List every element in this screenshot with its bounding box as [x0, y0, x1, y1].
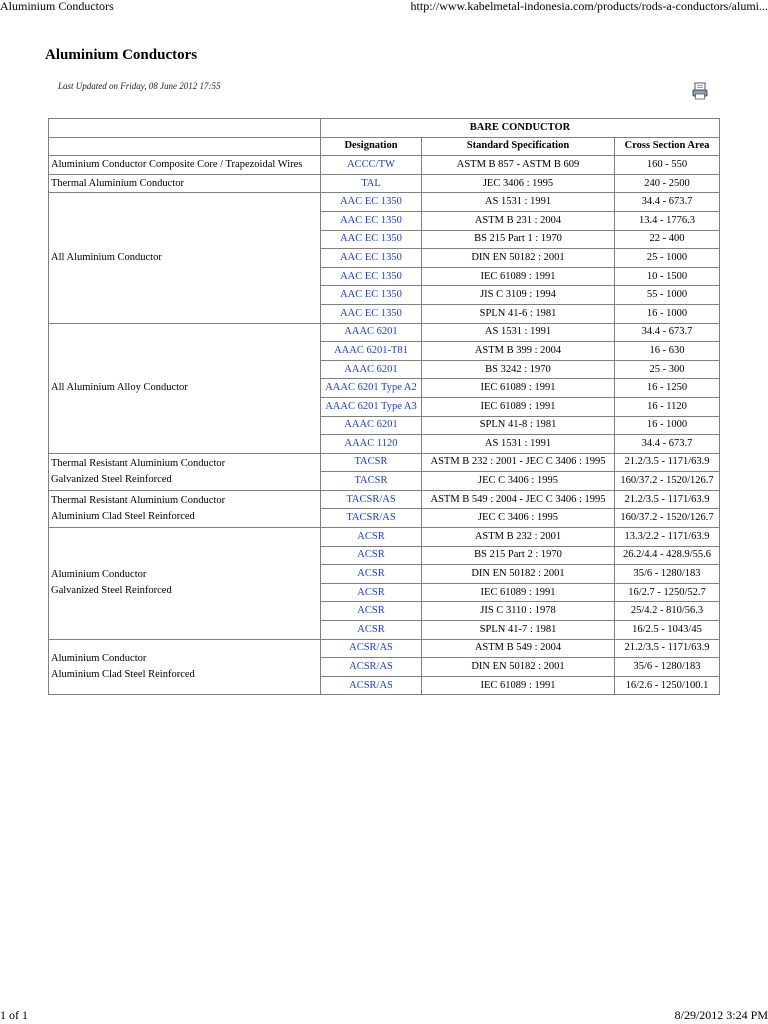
- standard-spec: ASTM B 549 : 2004 - JEC C 3406 : 1995: [422, 490, 615, 509]
- product-name: [49, 193, 321, 323]
- standard-spec: ASTM B 232 : 2001: [422, 528, 615, 547]
- designation-link[interactable]: ACSR: [321, 565, 422, 584]
- standard-spec: AS 1531 : 1991: [422, 435, 615, 454]
- cross-section-area: 25 - 300: [615, 360, 720, 379]
- standard-spec: AS 1531 : 1991: [422, 323, 615, 342]
- cross-section-area: 34.4 - 673.7: [615, 435, 720, 454]
- cross-section-area: 26.2/4.4 - 428.9/55.6: [615, 546, 720, 565]
- standard-spec: IEC 61089 : 1991: [422, 583, 615, 602]
- product-name-line: Aluminium Clad Steel Reinforced: [51, 669, 195, 681]
- product-name: [49, 156, 321, 175]
- cross-section-area: 21.2/3.5 - 1171/63.9: [615, 639, 720, 658]
- standard-spec: ASTM B 399 : 2004: [422, 342, 615, 361]
- standard-spec: BS 215 Part 1 : 1970: [422, 230, 615, 249]
- print-icon[interactable]: [692, 82, 708, 100]
- cross-section-area: 21.2/3.5 - 1171/63.9: [615, 453, 720, 472]
- print-timestamp: 8/29/2012 3:24 PM: [674, 1008, 768, 1022]
- designation-link[interactable]: AAC EC 1350: [321, 211, 422, 230]
- designation-link[interactable]: AAC EC 1350: [321, 267, 422, 286]
- designation-link[interactable]: TACSR/AS: [321, 509, 422, 528]
- product-name-line: Thermal Resistant Aluminium Conductor: [51, 457, 226, 469]
- cross-section-area: 35/6 - 1280/183: [615, 658, 720, 677]
- product-name-line: Aluminium Conductor Composite Core / Trapezoidal Wires: [51, 158, 303, 170]
- designation-link[interactable]: ACSR/AS: [321, 676, 422, 695]
- designation-link[interactable]: TACSR: [321, 472, 422, 491]
- standard-spec: DIN EN 50182 : 2001: [422, 565, 615, 584]
- cross-section-area: 16 - 630: [615, 342, 720, 361]
- product-name-line: Galvanized Steel Reinforced: [51, 585, 172, 597]
- designation-link[interactable]: AAAC 6201 Type A3: [321, 397, 422, 416]
- product-name: [49, 323, 321, 453]
- product-name-line: Thermal Aluminium Conductor: [51, 177, 184, 189]
- cross-section-area: 16 - 1000: [615, 416, 720, 435]
- cross-section-area: 25/4.2 - 810/56.3: [615, 602, 720, 621]
- table-row: [49, 639, 720, 658]
- cross-section-area: 16 - 1250: [615, 379, 720, 398]
- column-header: Designation: [321, 137, 422, 156]
- product-name-line: Aluminium Conductor: [51, 653, 147, 665]
- column-header: Cross Section Area: [615, 137, 720, 156]
- standard-spec: BS 215 Part 2 : 1970: [422, 546, 615, 565]
- standard-spec: JIS C 3109 : 1994: [422, 286, 615, 305]
- designation-link[interactable]: TAL: [321, 174, 422, 193]
- bare-conductor-table: [48, 118, 720, 695]
- cross-section-area: 16 - 1000: [615, 304, 720, 323]
- designation-link[interactable]: AAC EC 1350: [321, 286, 422, 305]
- table-row: [49, 528, 720, 547]
- designation-link[interactable]: ACSR: [321, 583, 422, 602]
- table-row: [49, 156, 720, 175]
- cross-section-area: 55 - 1000: [615, 286, 720, 305]
- cross-section-area: 16/2.7 - 1250/52.7: [615, 583, 720, 602]
- cross-section-area: 160/37.2 - 1520/126.7: [615, 509, 720, 528]
- cross-section-area: 240 - 2500: [615, 174, 720, 193]
- cross-section-area: 160 - 550: [615, 156, 720, 175]
- designation-link[interactable]: AAC EC 1350: [321, 249, 422, 268]
- designation-link[interactable]: ACSR: [321, 546, 422, 565]
- table-row: [49, 174, 720, 193]
- standard-spec: JEC 3406 : 1995: [422, 174, 615, 193]
- standard-spec: ASTM B 857 - ASTM B 609: [422, 156, 615, 175]
- designation-link[interactable]: TACSR: [321, 453, 422, 472]
- cross-section-area: 13.3/2.2 - 1171/63.9: [615, 528, 720, 547]
- product-name: [49, 453, 321, 490]
- designation-link[interactable]: AAC EC 1350: [321, 230, 422, 249]
- product-name: [49, 490, 321, 527]
- table-row: [49, 490, 720, 509]
- cross-section-area: 25 - 1000: [615, 249, 720, 268]
- cross-section-area: 16/2.6 - 1250/100.1: [615, 676, 720, 695]
- standard-spec: AS 1531 : 1991: [422, 193, 615, 212]
- cross-section-area: 34.4 - 673.7: [615, 193, 720, 212]
- standard-spec: JEC C 3406 : 1995: [422, 472, 615, 491]
- column-header: Standard Specification: [422, 137, 615, 156]
- table-caption: BARE CONDUCTOR: [321, 119, 720, 138]
- designation-link[interactable]: AAAC 6201: [321, 323, 422, 342]
- designation-link[interactable]: ACSR/AS: [321, 658, 422, 677]
- standard-spec: ASTM B 549 : 2004: [422, 639, 615, 658]
- product-name-line: Aluminium Conductor: [51, 569, 147, 581]
- cross-section-area: 21.2/3.5 - 1171/63.9: [615, 490, 720, 509]
- page-count: 1 of 1: [0, 1008, 28, 1022]
- product-name: [49, 528, 321, 640]
- cross-section-area: 160/37.2 - 1520/126.7: [615, 472, 720, 491]
- standard-spec: SPLN 41-8 : 1981: [422, 416, 615, 435]
- cross-section-area: 10 - 1500: [615, 267, 720, 286]
- designation-link[interactable]: AAC EC 1350: [321, 193, 422, 212]
- standard-spec: IEC 61089 : 1991: [422, 676, 615, 695]
- product-name-line: All Aluminium Conductor: [51, 251, 162, 263]
- designation-link[interactable]: AAAC 6201: [321, 416, 422, 435]
- table-row: [49, 193, 720, 212]
- designation-link[interactable]: AAAC 6201-T81: [321, 342, 422, 361]
- cross-section-area: 16 - 1120: [615, 397, 720, 416]
- print-header-url: http://www.kabelmetal-indonesia.com/products/rods-a-conductors/alumi...: [410, 0, 768, 13]
- designation-link[interactable]: ACSR: [321, 602, 422, 621]
- standard-spec: SPLN 41-7 : 1981: [422, 621, 615, 640]
- designation-link[interactable]: TACSR/AS: [321, 490, 422, 509]
- caption-row: [49, 119, 720, 138]
- standard-spec: JEC C 3406 : 1995: [422, 509, 615, 528]
- designation-link[interactable]: AAAC 1120: [321, 435, 422, 454]
- print-header-title: Aluminium Conductors: [0, 0, 114, 13]
- page-title: Aluminium Conductors: [45, 47, 198, 63]
- table-row: [49, 453, 720, 472]
- column-header-row: [49, 137, 720, 156]
- product-name-line: All Aluminium Alloy Conductor: [51, 382, 188, 394]
- designation-link[interactable]: ACSR/AS: [321, 639, 422, 658]
- standard-spec: DIN EN 50182 : 2001: [422, 249, 615, 268]
- product-name-line: Thermal Resistant Aluminium Conductor: [51, 494, 226, 506]
- standard-spec: IEC 61089 : 1991: [422, 267, 615, 286]
- standard-spec: ASTM B 232 : 2001 - JEC C 3406 : 1995: [422, 453, 615, 472]
- standard-spec: IEC 61089 : 1991: [422, 379, 615, 398]
- designation-link[interactable]: ACSR: [321, 621, 422, 640]
- standard-spec: ASTM B 231 : 2004: [422, 211, 615, 230]
- cross-section-area: 22 - 400: [615, 230, 720, 249]
- standard-spec: JIS C 3110 : 1978: [422, 602, 615, 621]
- product-name-line: Galvanized Steel Reinforced: [51, 473, 172, 485]
- product-name: [49, 174, 321, 193]
- standard-spec: DIN EN 50182 : 2001: [422, 658, 615, 677]
- designation-link[interactable]: ACCC/TW: [321, 156, 422, 175]
- cross-section-area: 34.4 - 673.7: [615, 323, 720, 342]
- designation-link[interactable]: AAAC 6201: [321, 360, 422, 379]
- table-row: [49, 323, 720, 342]
- product-name: [49, 639, 321, 695]
- cross-section-area: 13.4 - 1776.3: [615, 211, 720, 230]
- standard-spec: IEC 61089 : 1991: [422, 397, 615, 416]
- last-updated: Last Updated on Friday, 08 June 2012 17:55: [58, 81, 221, 91]
- cross-section-area: 35/6 - 1280/183: [615, 565, 720, 584]
- designation-link[interactable]: AAAC 6201 Type A2: [321, 379, 422, 398]
- designation-link[interactable]: AAC EC 1350: [321, 304, 422, 323]
- cross-section-area: 16/2.5 - 1043/45: [615, 621, 720, 640]
- standard-spec: BS 3242 : 1970: [422, 360, 615, 379]
- product-name-line: Aluminium Clad Steel Reinforced: [51, 510, 195, 522]
- designation-link[interactable]: ACSR: [321, 528, 422, 547]
- standard-spec: SPLN 41-6 : 1981: [422, 304, 615, 323]
